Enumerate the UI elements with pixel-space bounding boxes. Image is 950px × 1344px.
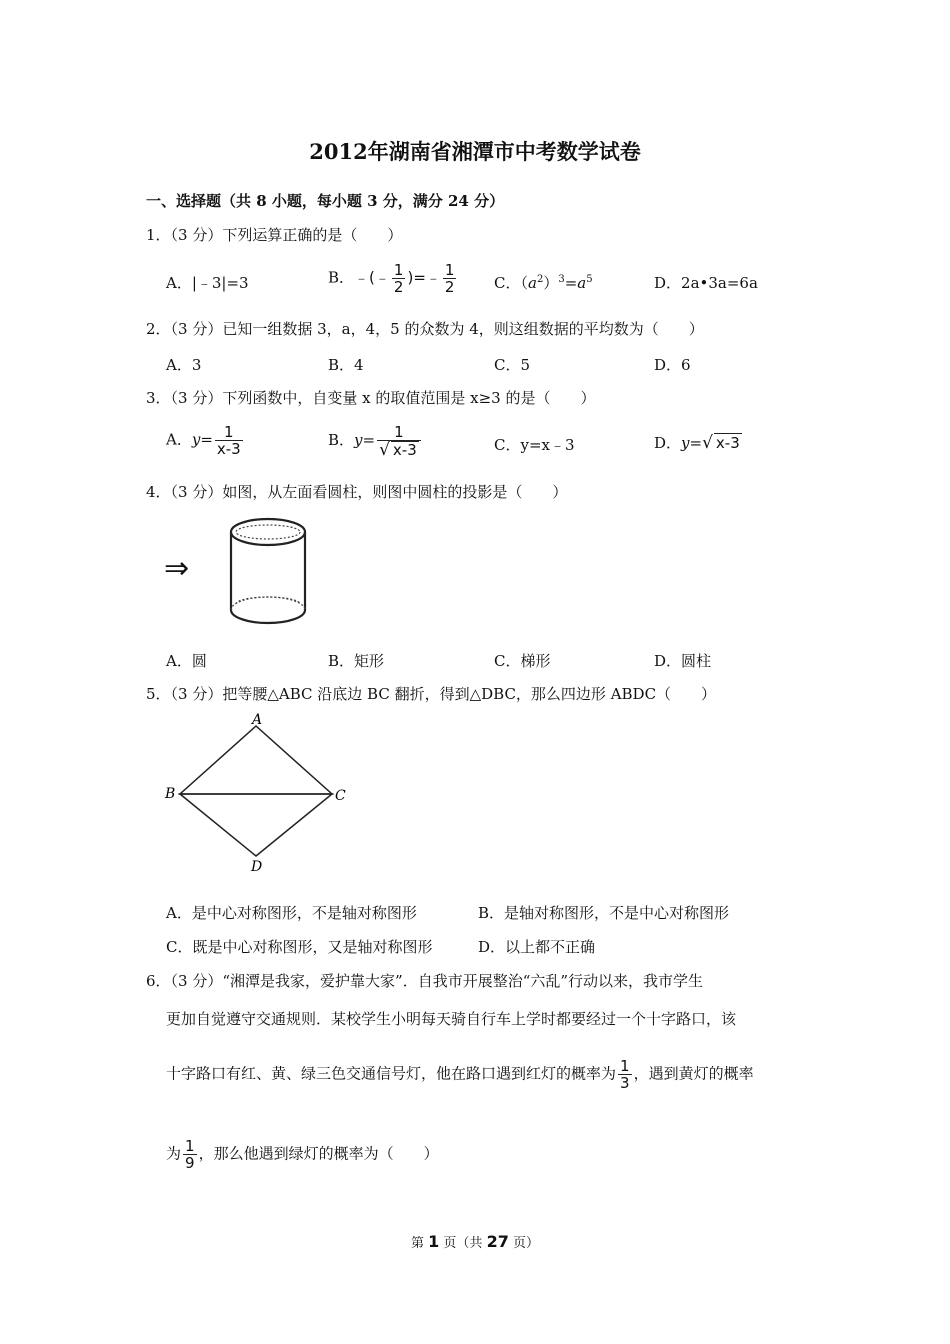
question-6-line-2: 更加自觉遵守交通规则．某校学生小明每天骑自行车上学时都要经过一个十字路口，该 [166, 1010, 737, 1028]
q4-option-a: A．圆 [166, 652, 207, 670]
q2-option-c: C．5 [494, 356, 531, 374]
question-4-stem: 4．（3 分）如图，从左面看圆柱，则图中圆柱的投影是（ ） [146, 483, 568, 501]
question-2-stem: 2．（3 分）已知一组数据 3，a，4，5 的众数为 4，则这组数据的平均数为（ ） [146, 320, 704, 338]
current-page-number: 1 [428, 1232, 440, 1251]
q3-option-b: B．y= $\frac{1}{√ x-3}$ [328, 424, 423, 458]
q1-option-b: B．﹣(﹣ $\frac{1}{2}$ )=﹣ $\frac{1}{2}$ [328, 261, 455, 296]
fraction: $\frac{1}{3}$ [620, 1057, 630, 1092]
fraction: $\frac{1}{√ x-3}$ [377, 424, 421, 458]
fraction: $\frac{1}{9}$ [185, 1137, 195, 1172]
q5-option-d: D．以上都不正确 [478, 938, 596, 956]
q4-option-c: C．梯形 [494, 652, 551, 670]
question-1-stem: 1．（3 分）下列运算正确的是（ ） [146, 226, 403, 244]
total-pages: 27 [486, 1232, 509, 1251]
q4-option-d: D．圆柱 [654, 652, 712, 670]
question-6-line-4: 为 $\frac{1}{9}$ ，那么他遇到绿灯的概率为（ ） [166, 1137, 439, 1172]
fraction: $\frac{1}{2}$ [393, 261, 404, 296]
question-6-line-3: 十字路口有红、黄、绿三色交通信号灯，他在路口遇到红灯的概率为 $\frac{1}{3}$ ，遇到黄灯的概率 [166, 1057, 754, 1092]
rhombus-figure [160, 708, 360, 878]
vertex-label-b: B [165, 786, 176, 802]
q2-option-a: A．3 [166, 356, 202, 374]
q5-option-a: A．是中心对称图形，不是轴对称图形 [166, 904, 417, 922]
fraction: $\frac{1}{x-3}$ [216, 423, 241, 458]
question-6-line-1: 6．（3 分）“湘潭是我家，爱护靠大家”．自我市开展整治“六乱”行动以来，我市学生 [146, 972, 704, 990]
projection-arrow-icon: ⇒ [164, 551, 190, 586]
q1-option-c: C．$(a^2)^3=a^5$ [494, 274, 593, 292]
cylinder-figure [226, 512, 310, 630]
fraction: $\frac{1}{2}$ [444, 261, 455, 296]
q5-option-b: B．是轴对称图形，不是中心对称图形 [478, 904, 730, 922]
vertex-label-d: D [251, 859, 263, 875]
cylinder-bottom [231, 610, 305, 623]
page-footer: 第 1 页（共 27 页） [411, 1232, 539, 1251]
vertex-label-a: A [252, 712, 263, 728]
section-heading: 一、选择题（共 8 小题，每小题 3 分，满分 24 分） [146, 192, 505, 210]
page-title: 2012年湖南省湘潭市中考数学试卷 [309, 139, 641, 164]
q4-option-b: B．矩形 [328, 652, 385, 670]
cylinder-top [231, 519, 305, 545]
q2-option-b: B．4 [328, 356, 364, 374]
q5-option-c: C．既是中心对称图形，又是轴对称图形 [166, 938, 433, 956]
vertex-label-c: C [335, 788, 346, 804]
q1-option-d: D．2a•3a=6a [654, 274, 758, 292]
q3-option-a: A．y= $\frac{1}{x-3}$ [166, 423, 241, 458]
q3-option-d: D．y=√ x-3 [654, 433, 740, 453]
q2-option-d: D．6 [654, 356, 691, 374]
question-5-stem: 5．（3 分）把等腰△ABC 沿底边 BC 翻折，得到△DBC，那么四边形 ABDC（ ） [146, 685, 717, 703]
question-3-stem: 3．（3 分）下列函数中，自变量 x 的取值范围是 x≥3 的是（ ） [146, 389, 596, 407]
q1-option-a: A．|﹣3|=3 [166, 274, 249, 292]
q3-option-c: C．y=x﹣3 [494, 436, 575, 454]
